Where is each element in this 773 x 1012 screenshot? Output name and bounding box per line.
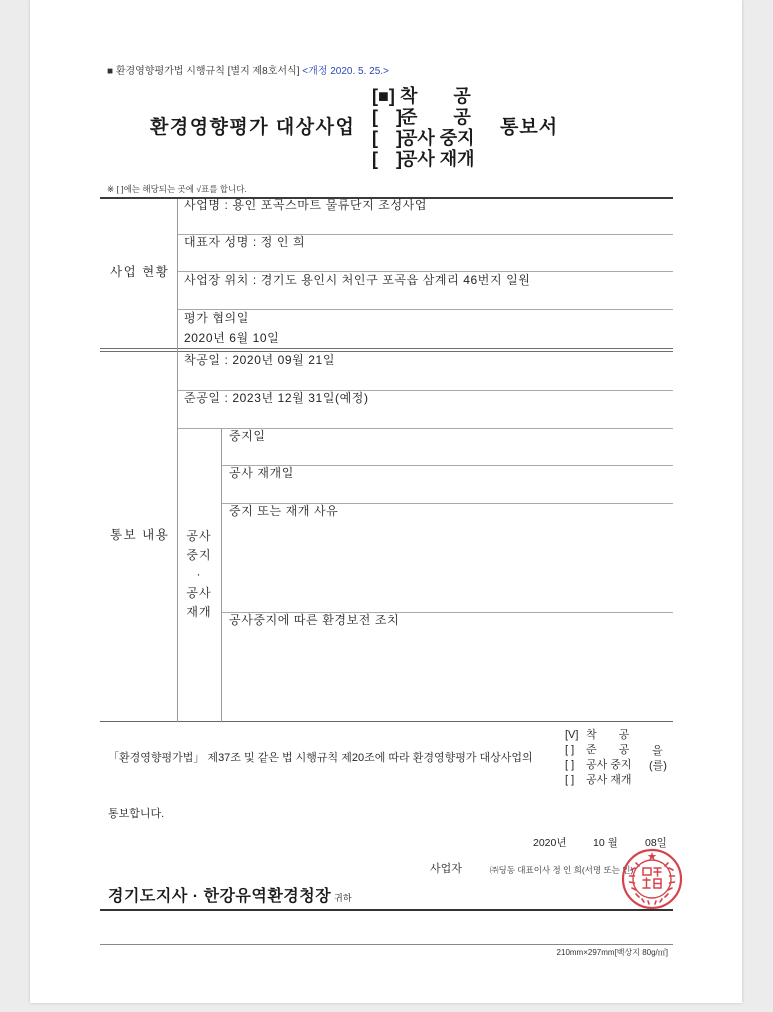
statement-option-label: 착 공	[586, 729, 630, 741]
suspension-date-field: 중지일	[229, 429, 266, 443]
checkbox-empty: [ ]	[565, 744, 575, 756]
resumption-date-field: 공사 재개일	[229, 466, 294, 480]
suspend-resume-label	[177, 527, 221, 622]
footer-thin-rule	[100, 944, 673, 945]
business-status-label: 사업 현황	[110, 265, 170, 279]
suspend-resume-label-line: 재개	[186, 605, 212, 619]
form-title-suffix: 통보서	[500, 117, 559, 138]
operator-label: 사업자	[430, 863, 462, 875]
notice-content-label: 통보 내용	[110, 528, 170, 542]
representative-field: 대표자 성명 : 정 인 희	[184, 235, 306, 249]
addressee	[108, 886, 352, 909]
statement-option-resumption	[565, 773, 665, 788]
report-type-label: 착 공	[400, 86, 471, 106]
label-column-divider	[177, 199, 178, 722]
sublabel-column-divider	[221, 428, 222, 722]
site-location-field: 사업장 위치 : 경기도 용인시 처인구 포곡읍 삼계리 46번지 일원	[184, 273, 531, 287]
report-date-year: 2020년	[533, 837, 567, 849]
form-reference	[107, 65, 389, 78]
row-divider	[177, 309, 673, 310]
statement-report-type-list	[565, 728, 665, 788]
statement-option-completion	[565, 743, 665, 758]
footer-thick-rule	[100, 909, 673, 911]
suspend-resume-label-line: 공사	[186, 586, 212, 600]
suspend-resume-reason-field: 중지 또는 재개 사유	[229, 504, 339, 518]
checkbox-empty: [ ]	[565, 759, 575, 771]
addressee-name: 경기도지사 · 한강유역환경청장	[108, 888, 332, 905]
report-date-day: 08일	[645, 837, 667, 849]
object-particle-eul: 을	[652, 745, 663, 757]
form-title-main: 환경영향평가 대상사업	[150, 117, 356, 138]
suspend-resume-label-line: 중지	[186, 548, 212, 562]
consultation-date-value: 2020년 6월 10일	[184, 331, 280, 345]
construction-completion-date-field: 준공일 : 2023년 12월 31일(예정)	[184, 391, 369, 405]
addressee-honorific: 귀하	[334, 893, 352, 903]
environmental-measures-field: 공사중지에 따른 환경보전 조치	[229, 613, 400, 627]
checkbox-empty: [ ]	[372, 128, 402, 148]
project-name-field: 사업명 : 용인 포곡스마트 물류단지 조성사업	[184, 198, 428, 212]
report-type-selector	[372, 86, 492, 170]
construction-start-date-field: 착공일 : 2020년 09월 21일	[184, 353, 336, 367]
statement-option-label: 공사 재개	[586, 774, 632, 786]
table-bottom-border	[100, 721, 673, 722]
report-type-option-resumption	[372, 149, 492, 170]
report-type-label: 공사 재개	[400, 149, 475, 169]
checkbox-empty: [ ]	[372, 149, 402, 169]
suspend-resume-label-line: ·	[196, 567, 202, 581]
form-legal-basis: ■ 환경영향평가법 시행규칙 [별지 제8호서식]	[107, 66, 300, 77]
report-type-label: 준 공	[400, 107, 471, 127]
checkbox-empty: [ ]	[372, 107, 402, 127]
company-seal-stamp	[621, 848, 683, 910]
legal-statement: 「환경영향평가법」 제37조 및 같은 법 시행규칙 제20조에 따라 환경영향평가 대상사업의	[108, 752, 533, 764]
checkbox-empty: [ ]	[565, 774, 575, 786]
report-type-option-completion	[372, 107, 492, 128]
report-type-option-start	[372, 86, 492, 107]
suspend-resume-label-line: 공사	[186, 529, 212, 543]
report-date-month: 10 월	[593, 837, 618, 849]
statement-option-start	[565, 728, 665, 743]
paper-specification: 210mm×297mm[백상지 80g/㎡]	[556, 948, 668, 957]
object-particle-reul: (를)	[649, 760, 667, 772]
checkbox-instruction-note: ※ [ ]에는 해당되는 곳에 √표를 합니다.	[107, 184, 247, 194]
statement-option-label: 준 공	[586, 744, 630, 756]
statement-option-label: 공사 중지	[586, 759, 632, 771]
checkbox-checked: [V]	[565, 729, 579, 741]
statement-closing: 통보합니다.	[108, 808, 165, 820]
operator-signature-field: ㈜딩동 대표이사 정 인 희(서명 또는 인)	[490, 865, 634, 875]
consultation-date-label: 평가 협의일	[184, 311, 249, 325]
report-type-label: 공사 중지	[400, 128, 475, 148]
revision-date: <개정 2020. 5. 25.>	[302, 66, 389, 77]
report-type-option-suspension	[372, 128, 492, 149]
checkbox-checked: [■]	[372, 86, 395, 106]
